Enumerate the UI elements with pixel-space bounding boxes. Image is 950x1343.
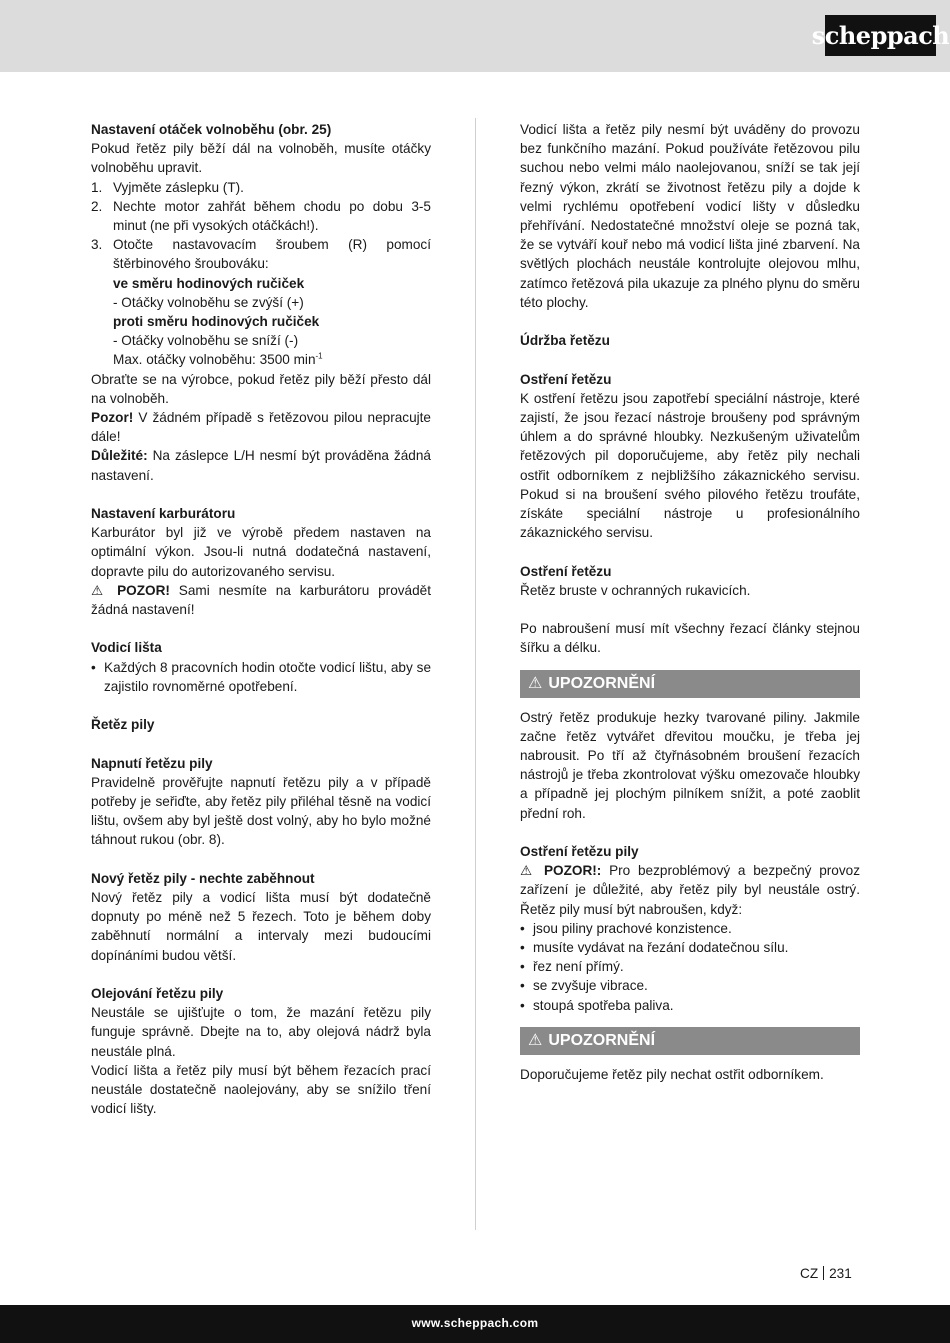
page-number: CZ 231 <box>800 1266 852 1281</box>
counterclockwise-label: proti směru hodinových ručiček <box>113 314 320 330</box>
warning-banner: ⚠ UPOZORNĚNÍ <box>520 670 860 698</box>
bullet-item: • musíte vydávat na řezání dodatečnou sílu. <box>520 938 860 957</box>
paragraph: Obraťte se na výrobce, pokud řetěz pily běží přesto dál na volnoběh. <box>91 371 431 406</box>
bullet-item: • se zvyšuje vibrace. <box>520 976 860 995</box>
bullet-icon: • <box>520 940 525 956</box>
numbered-item: 3. Otočte nastavovacím šroubem (R) pomocí štěrbinového šroubováku: <box>91 237 431 272</box>
max-idle-speed: Max. otáčky volnoběhu: 3500 $\min^{-1}$ <box>113 351 323 368</box>
warning-triangle-icon: ⚠ <box>528 1031 543 1049</box>
paragraph: Ostrý řetěz produkuje hezky tvarované piliny. Jakmile začne řetěz vytvářet dřevitou moučku, je třeba jej nabrousit. Po tří až čtyřnásobném broušení řezacích nástrojů je třeba zkontrolovat výšku omezovače hloubky a případně jej plochým pilníkem snížit, a poté zaoblit přední roh. <box>520 709 860 821</box>
section-title-sharpening: Ostření řetězu <box>520 563 612 579</box>
section-title-carburetor: Nastavení karburátoru <box>91 506 236 522</box>
paragraph: Neustále se ujišťujte o tom, že mazání řetězu pily funguje správně. Dbejte na to, aby olejová nádrž byla neustále plná. <box>91 1005 431 1059</box>
important-note: Důležité: Na záslepce L/H nesmí být prováděna žádná nastavení. <box>91 448 431 483</box>
warning-banner: ⚠ UPOZORNĚNÍ <box>520 1027 860 1055</box>
header-bar <box>0 0 950 72</box>
warning-note: ⚠ POZOR!: Pro bezproblémový a bezpečný provoz zařízení je důležité, aby řetěz pily byl neustále ostrý. Řetěz pily musí být nabroušen, když: <box>520 863 861 917</box>
section-title-guide-bar: Vodicí lišta <box>91 640 162 656</box>
warning-triangle-icon: ⚠ <box>520 863 537 879</box>
paragraph: Doporučujeme řetěz pily nechat ostřit odborníkem. <box>520 1066 824 1082</box>
section-title-tension: Napnutí řetězu pily <box>91 755 213 771</box>
column-divider <box>475 118 476 1230</box>
bullet-icon: • <box>91 659 96 675</box>
bullet-item: • Každých 8 pracovních hodin otočte vodicí lištu, aby se zajistilo rovnoměrné opotřebení. <box>91 658 431 696</box>
bullet-item: • jsou piliny prachové konzistence. <box>520 919 860 938</box>
warning-triangle-icon: ⚠ <box>91 582 109 598</box>
paragraph: K ostření řetězu jsou zapotřebí speciální nástroje, které zajistí, že jsou řezací nástroje broušeny pod správným úhlem a do správné hloubky. Nezkušeným uživatelům řetězových pil doporučujeme, aby řetěz pily nechali ostřit odborníkem z nejbližšího zákaznického servisu. Pokud si na broušení svého pilového řetězu troufáte, získáte speciální nástroje u profesionálního zákaznického servisu. <box>520 390 860 541</box>
paragraph: Pravidelně prověřujte napnutí řetězu pily a v případě potřeby je seřiďte, aby řetěz pily přiléhal těsně na vodicí lištu, ovšem aby byl ještě dost volný, aby ho bylo možné táhnout rukou (obr. 8). <box>91 774 431 848</box>
brand-logo: scheppach <box>825 15 936 56</box>
paragraph: Pokud řetěz pily běží dál na volnoběh, musíte otáčky volnoběhu upravit. <box>91 141 431 176</box>
paragraph: Karburátor byl již ve výrobě předem nastaven na optimální výkon. Jsou-li nutná dodatečná nastavení, dopravte pilu do autorizovaného servisu. <box>91 525 431 579</box>
section-title-sharpening: Ostření řetězu <box>520 371 612 387</box>
section-title-maintenance: Údržba řetězu <box>520 333 610 349</box>
bullet-icon: • <box>520 959 525 975</box>
bullet-icon: • <box>520 997 525 1013</box>
left-column <box>91 120 431 1118</box>
paragraph: Vodicí lišta a řetěz pily musí být během řezacích prací neustále dostatečně naolejovány, aby se snížilo tření vodicí lišty. <box>91 1062 431 1117</box>
numbered-item: 1. Vyjměte záslepku (T). <box>91 179 244 195</box>
paragraph: Řetěz bruste v ochranných rukavicích. <box>520 582 751 598</box>
section-title-chain: Řetěz pily <box>91 717 155 733</box>
bullet-item: • řez není přímý. <box>520 957 860 976</box>
counterclockwise-text: - Otáčky volnoběhu se sníží (-) <box>113 333 299 349</box>
warning-note: ⚠ POZOR! Sami nesmíte na karburátoru provádět žádná nastavení! <box>91 582 432 618</box>
right-column <box>520 120 860 1084</box>
section-title-chain-sharpening: Ostření řetězu pily <box>520 844 639 860</box>
numbered-item: 2. Nechte motor zahřát během chodu po dobu 3-5 minut (ne při vysokých otáčkách!). <box>91 198 431 234</box>
section-title-new-chain: Nový řetěz pily - nechte zaběhnout <box>91 870 315 886</box>
clockwise-text: - Otáčky volnoběhu se zvýší (+) <box>113 294 304 310</box>
warning-triangle-icon: ⚠ <box>528 674 543 692</box>
paragraph: Vodicí lišta a řetěz pily nesmí být uváděny do provozu bez funkčního mazání. Pokud používáte řetězovou pilu suchou nebo velmi málo naolejovanou, sníží se tak její řezný výkon, zkrátí se životnost řetězu pily a dojde k velmi rychlému opotřebení vodicí lišty v důsledku přehřívání. Nedostatečné množství oleje se pozná tak, že se vytváří kouř nebo má vodicí lišta jiné zbarvení. Na světlých plochách neustále kontrolujte olejovou mlhu, zatímco řetězová pila ukazuje za plného plynu do směru této plochy. <box>520 122 860 310</box>
section-title-oiling: Olejování řetězu pily <box>91 986 224 1002</box>
section-title-idle: Nastavení otáček volnoběhu (obr. 25) <box>91 122 332 137</box>
bullet-icon: • <box>520 920 525 936</box>
caution-note: Pozor! V žádném případě s řetězovou pilou nepracujte dále! <box>91 410 431 445</box>
bullet-item: • stoupá spotřeba paliva. <box>520 996 860 1015</box>
bullet-icon: • <box>520 978 525 994</box>
paragraph: Po nabroušení musí mít všechny řezací články stejnou šířku a délku. <box>520 621 860 656</box>
paragraph: Nový řetěz pily a vodicí lišta musí být dodatečně dopnuty po méně než 5 řezech. Toto je během doby zaběhnutí normální a intervaly mezi budoucími dopínáními budou větší. <box>91 890 431 963</box>
footer-url[interactable]: www.scheppach.com <box>0 1305 950 1343</box>
clockwise-label: ve směru hodinových ručiček <box>113 275 305 291</box>
